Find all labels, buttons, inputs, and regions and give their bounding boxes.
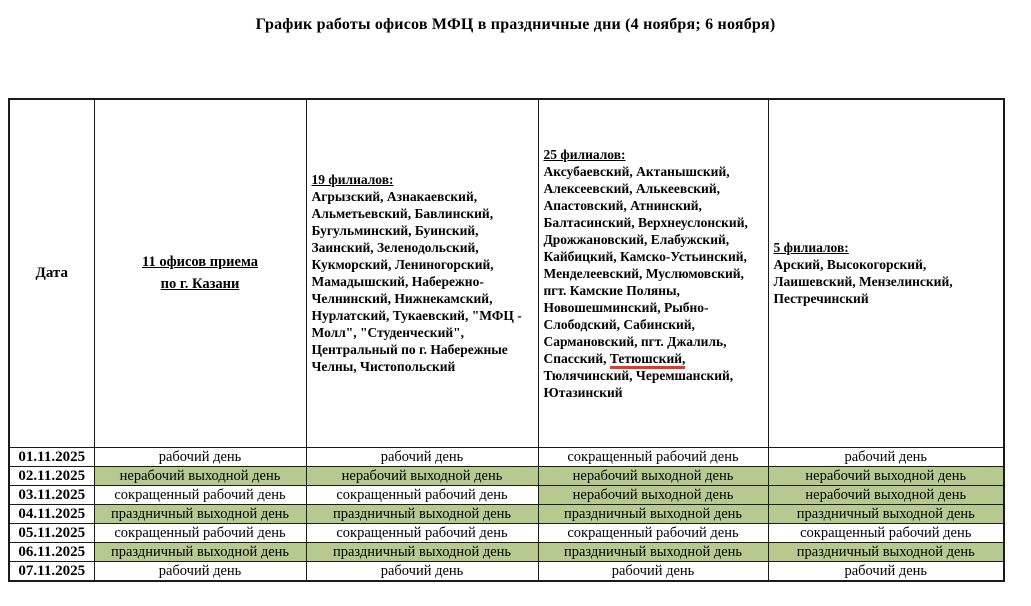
schedule-cell: рабочий день: [768, 561, 1004, 581]
schedule-cell: рабочий день: [306, 447, 538, 466]
schedule-cell: нерабочий выходной день: [768, 485, 1004, 504]
schedule-cell: праздничный выходной день: [768, 542, 1004, 561]
schedule-cell: рабочий день: [306, 561, 538, 581]
header-5-list: Арский, Высокогорский, Лаишевский, Мензелинский, Пестречинский: [773, 257, 953, 307]
date-cell: 04.11.2025: [9, 504, 94, 523]
header-kazan-line2: по г. Казани: [160, 276, 240, 293]
schedule-cell: праздничный выходной день: [306, 504, 538, 523]
table-row: [9, 447, 1004, 466]
header-19-title: 19 филиалов:: [311, 172, 394, 188]
header-25-branches: [538, 99, 768, 447]
schedule-cell: праздничный выходной день: [94, 504, 306, 523]
header-row: [9, 99, 1004, 447]
schedule-cell: праздничный выходной день: [306, 542, 538, 561]
schedule-cell: сокращенный рабочий день: [306, 485, 538, 504]
header-25-list-before: Аксубаевский, Актанышский, Алексеевский, Алькеевский, Апастовский, Атнинский, Балтасинский, Верхнеуслонский, Дрожжановский, Елабужский, Кайбицкий, Камско-Устьинский, Менделеевский, Муслюмовский, пгт. Камские Поляны, Новошешминский, Рыбно-Слободский, Сабинский, Сармановский, пгт. Джалиль, Спасский,: [543, 163, 748, 366]
schedule-cell: сокращенный рабочий день: [538, 447, 768, 466]
header-5-branches: [768, 99, 1004, 447]
schedule-cell: нерабочий выходной день: [768, 466, 1004, 485]
table-row: [9, 504, 1004, 523]
schedule-cell: рабочий день: [94, 447, 306, 466]
date-cell: 05.11.2025: [9, 523, 94, 542]
page-title: График работы офисов МФЦ в праздничные дни (4 ноября; 6 ноября): [255, 16, 776, 33]
table-row: [9, 542, 1004, 561]
header-25-title: 25 филиалов:: [543, 146, 626, 162]
header-25-list-after: Тюлячинский, Черемшанский, Ютазинский: [543, 367, 734, 400]
header-date: Дата: [9, 99, 94, 447]
schedule-cell: нерабочий выходной день: [306, 466, 538, 485]
schedule-cell: нерабочий выходной день: [538, 466, 768, 485]
table-row: [9, 466, 1004, 485]
schedule-cell: рабочий день: [538, 561, 768, 581]
schedule-cell: сокращенный рабочий день: [94, 485, 306, 504]
schedule-cell: праздничный выходной день: [538, 542, 768, 561]
schedule-cell: сокращенный рабочий день: [768, 523, 1004, 542]
schedule-cell: праздничный выходной день: [538, 504, 768, 523]
schedule-table-body: [9, 447, 1004, 581]
schedule-cell: сокращенный рабочий день: [538, 523, 768, 542]
schedule-cell: сокращенный рабочий день: [306, 523, 538, 542]
schedule-table: [8, 98, 1005, 582]
schedule-cell: праздничный выходной день: [94, 542, 306, 561]
header-19-branches: [306, 99, 538, 447]
schedule-cell: праздничный выходной день: [768, 504, 1004, 523]
header-kazan-offices: [94, 99, 306, 447]
table-row: [9, 485, 1004, 504]
date-cell: 01.11.2025: [9, 447, 94, 466]
date-cell: 06.11.2025: [9, 542, 94, 561]
header-5-title: 5 филиалов:: [773, 240, 849, 256]
header-19-list: Агрызский, Азнакаевский, Альметьевский, Бавлинский, Бугульминский, Буинский, Заинский, Зеленодольский, Кукморский, Лениногорский, Мамадышский, Набережно-Челнинский, Нижнекамский, Нурлатский, Тукаевский, "МФЦ - Молл", "Студенческий", Центральный по г. Набережные Челны, Чистопольский: [311, 189, 522, 375]
schedule-cell: рабочий день: [94, 561, 306, 581]
red-underlined-branch: Тетюшский,: [610, 351, 686, 369]
schedule-cell: рабочий день: [768, 447, 1004, 466]
schedule-cell: нерабочий выходной день: [538, 485, 768, 504]
date-cell: 03.11.2025: [9, 485, 94, 504]
table-row: [9, 561, 1004, 581]
table-row: [9, 523, 1004, 542]
header-kazan-line1: 11 офисов приема: [142, 253, 258, 270]
schedule-cell: сокращенный рабочий день: [94, 523, 306, 542]
schedule-cell: нерабочий выходной день: [94, 466, 306, 485]
date-cell: 02.11.2025: [9, 466, 94, 485]
date-cell: 07.11.2025: [9, 561, 94, 581]
